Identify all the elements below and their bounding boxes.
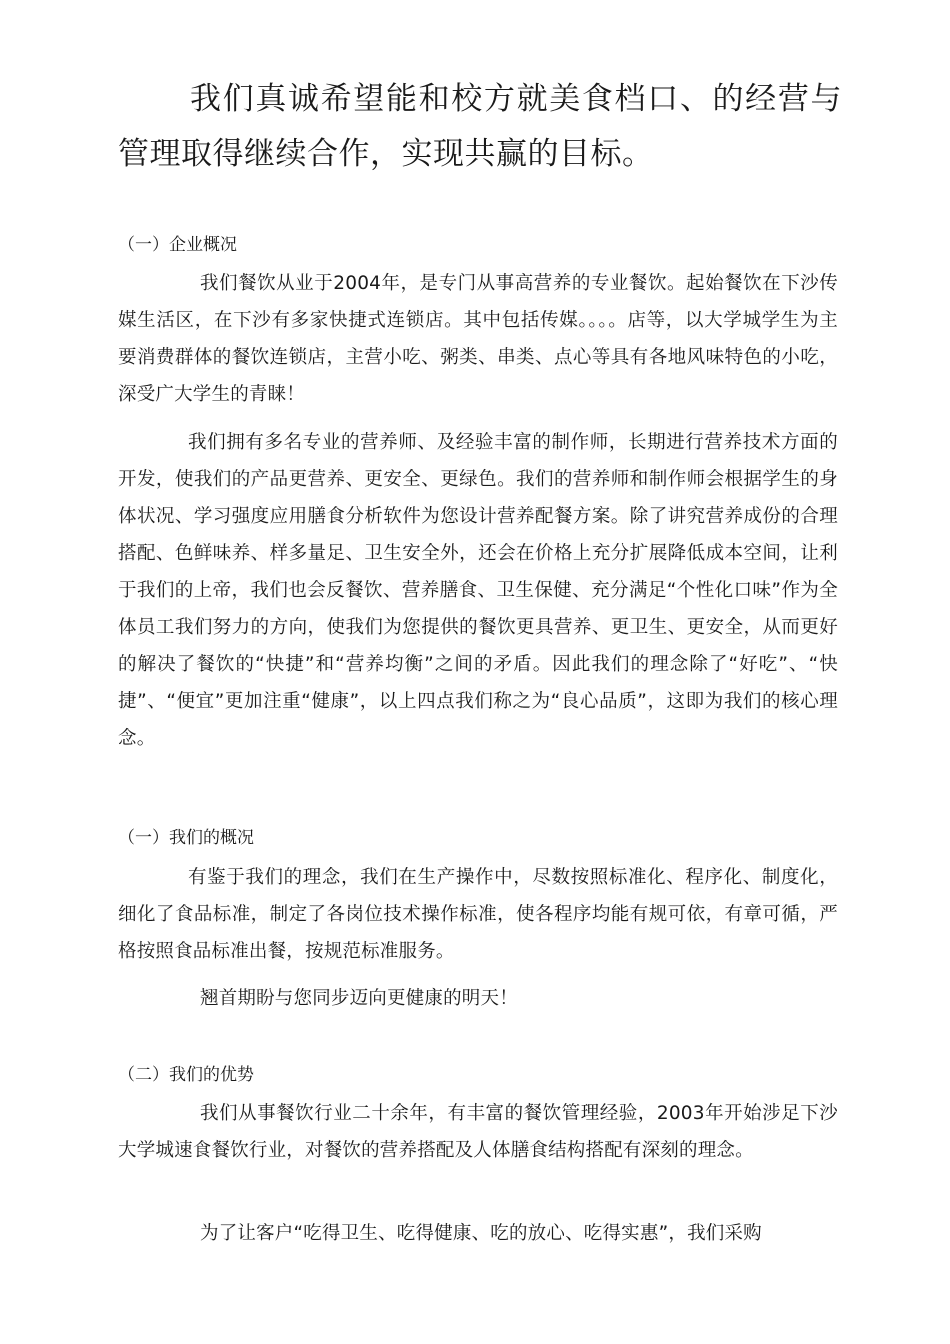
section-heading-overview: （一）企业概况	[118, 235, 237, 255]
paragraph-procurement: 为了让客户“吃得卫生、吃得健康、吃的放心、吃得实惠”，我们采购	[200, 1223, 762, 1244]
intro-paragraph: 我们真诚希望能和校方就美食档口、的经营与管理取得继续合作，实现共赢的目标。	[118, 81, 842, 172]
paragraph-standardization: 有鉴于我们的理念，我们在生产操作中，尽数按照标准化、程序化、制度化，细化了食品标准，制定了各岗位技术操作标准，使各程序均能有规可依，有章可循，严格按照食品标准出餐，按规范标准服务。	[118, 867, 838, 962]
paragraph-company-history: 我们餐饮从业于2004年，是专门从事高营养的专业餐饮。起始餐饮在下沙传媒生活区，在下沙有多家快捷式连锁店。其中包括传媒。。。。店等，以大学城学生为主要消费群体的餐饮连锁店，主营小吃、粥类、串类、点心等具有各地风味特色的小吃，深受广大学生的青睐！	[118, 273, 838, 405]
paragraph-nutrition-team: 我们拥有多名专业的营养师、及经验丰富的制作师，长期进行营养技术方面的开发，使我们的产品更营养、更安全、更绿色。我们的营养师和制作师会根据学生的身体状况、学习强度应用膳食分析软件为您设计营养配餐方案。除了讲究营养成份的合理搭配、色鲜味养、样多量足、卫生安全外，还会在价格上充分扩展降低成本空间，让利于我们的上帝，我们也会反餐饮、营养膳食、卫生保健、充分满足“个性化口味”作为全体员工我们努力的方向，使我们为您提供的餐饮更具营养、更卫生、更安全，从而更好的解决了餐饮的“快捷”和“营养均衡”之间的矛盾。因此我们的理念除了“好吃”、“快捷”、“便宜”更加注重“健康”，以上四点我们称之为“良心品质”，这即为我们的核心理念。	[118, 432, 838, 749]
paragraph-experience: 我们从事餐饮行业二十余年，有丰富的餐饮管理经验，2003年开始涉足下沙大学城速食餐饮行业，对餐饮的营养搭配及人体膳食结构搭配有深刻的理念。	[118, 1103, 838, 1161]
section-heading-advantages: （二）我们的优势	[118, 1065, 254, 1085]
section-heading-our-overview: （一）我们的概况	[118, 828, 254, 848]
paragraph-closing-wish: 翘首期盼与您同步迈向更健康的明天！	[200, 988, 518, 1009]
